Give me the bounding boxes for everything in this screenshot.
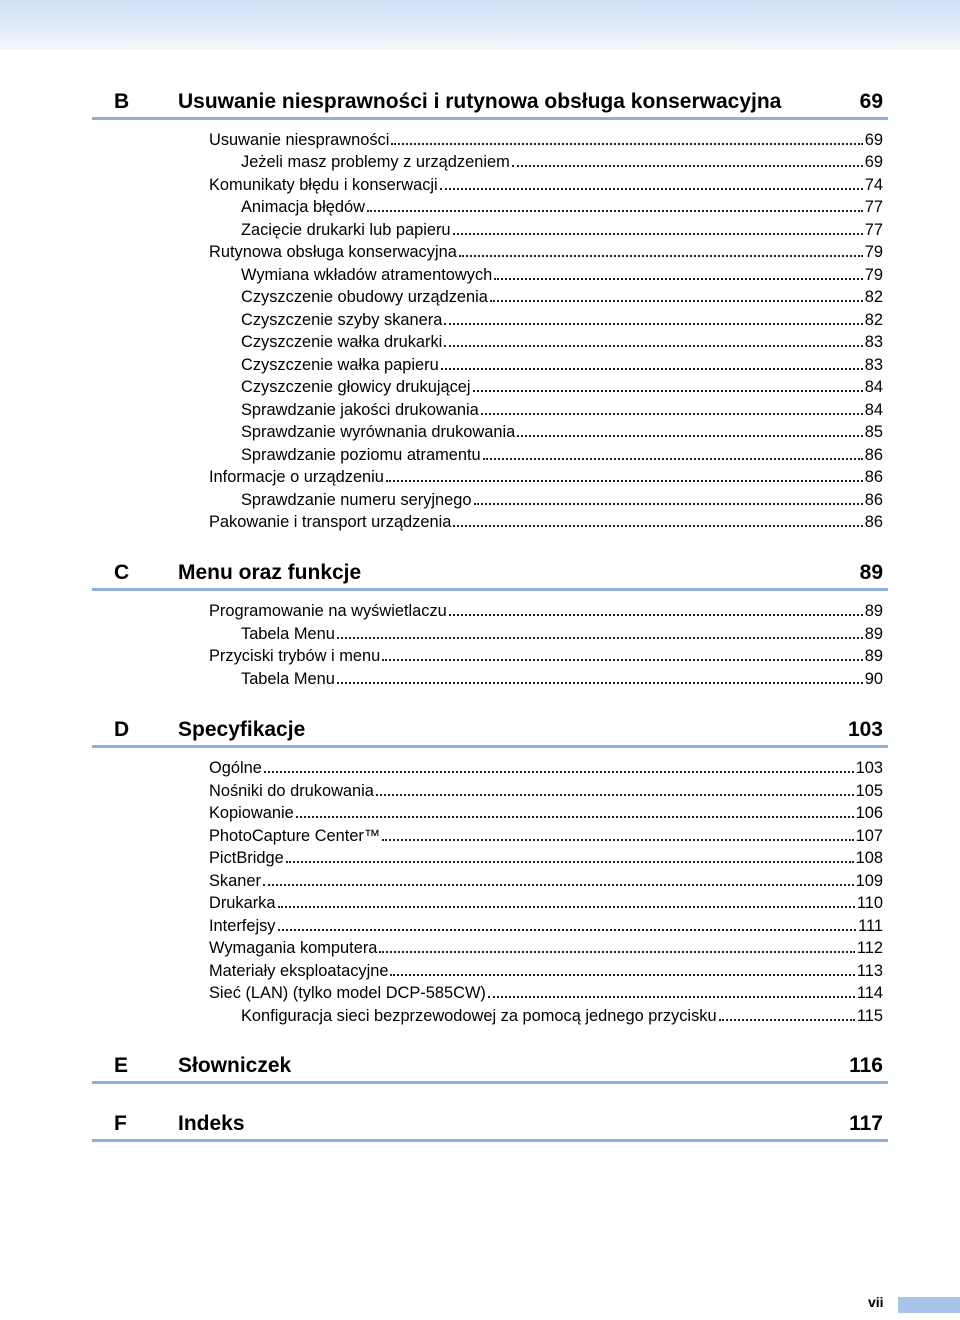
- toc-entry-title: Konfiguracja sieci bezprzewodowej za pomocą jednego przycisku: [241, 1007, 717, 1025]
- toc-entry-page: 86: [864, 513, 883, 531]
- toc-entry-page: 89: [864, 602, 883, 620]
- toc-entry-title: Wymagania komputera: [209, 939, 378, 957]
- toc-entry-title: Zacięcie drukarki lub papieru: [241, 221, 451, 239]
- dot-leader: [490, 300, 863, 302]
- dot-leader: [390, 974, 854, 976]
- section-header-d: [92, 715, 888, 748]
- toc-entry-title: Animacja błędów: [241, 198, 365, 216]
- toc-entry-page: 112: [856, 939, 883, 957]
- toc-entry[interactable]: [241, 263, 883, 285]
- toc-entry-page: 82: [864, 311, 883, 329]
- toc-entry-page: 113: [856, 962, 883, 980]
- toc-entry-title: Nośniki do drukowania: [209, 782, 374, 800]
- toc-entry-title: Sprawdzanie numeru seryjnego: [241, 491, 472, 509]
- toc-entry[interactable]: [209, 465, 883, 487]
- toc-entry-title: Pakowanie i transport urządzenia: [209, 513, 452, 531]
- toc-entry-page: 79: [864, 266, 883, 284]
- toc-entry-page: 86: [864, 468, 883, 486]
- section-title: Usuwanie niesprawności i rutynowa obsługa konserwacyjna: [178, 90, 782, 113]
- toc-entry-page: 115: [856, 1007, 883, 1025]
- dot-leader: [337, 682, 863, 684]
- toc-entry[interactable]: [241, 195, 883, 217]
- toc-entry[interactable]: [209, 173, 883, 195]
- toc-entry-page: 106: [855, 804, 883, 822]
- toc-entry[interactable]: [209, 846, 883, 868]
- toc-entry[interactable]: [209, 779, 883, 801]
- toc-entry-page: 89: [864, 647, 883, 665]
- footer-bar: [898, 1297, 960, 1313]
- toc-entry-page: 82: [864, 288, 883, 306]
- toc-entry-title: Usuwanie niesprawności: [209, 131, 390, 149]
- toc-entry-title: Czyszczenie wałka papieru: [241, 356, 439, 374]
- toc-entry[interactable]: [209, 869, 883, 891]
- toc-entry-title: Jeżeli masz problemy z urządzeniem: [241, 153, 510, 171]
- toc-entry-page: 79: [864, 243, 883, 261]
- toc-entry-title: Czyszczenie głowicy drukującej: [241, 378, 471, 396]
- dot-leader: [278, 906, 855, 908]
- toc-entry-title: Skaner: [209, 872, 261, 890]
- toc-entry-page: 108: [855, 849, 883, 867]
- dot-leader: [449, 614, 863, 616]
- dot-leader: [459, 255, 863, 257]
- toc-entry-title: Sprawdzanie poziomu atramentu: [241, 446, 481, 464]
- footer-page-number: vii: [868, 1294, 884, 1310]
- toc-entry[interactable]: [241, 488, 883, 510]
- dot-leader: [286, 861, 854, 863]
- toc-entry[interactable]: [241, 1004, 883, 1026]
- dot-leader: [382, 659, 863, 661]
- toc-entry[interactable]: [241, 218, 883, 240]
- toc-entry[interactable]: [241, 443, 883, 465]
- toc-entry-title: Czyszczenie wałka drukarki: [241, 333, 443, 351]
- toc-entry-page: 90: [864, 670, 883, 688]
- section-title: Słowniczek: [178, 1054, 292, 1077]
- toc-entry-title: PictBridge: [209, 849, 284, 867]
- toc-entry-title: Sprawdzanie jakości drukowania: [241, 401, 479, 419]
- toc-entry-page: 107: [855, 827, 883, 845]
- section-header-f: [92, 1109, 888, 1142]
- toc-entry-title: Rutynowa obsługa konserwacyjna: [209, 243, 457, 261]
- dot-leader: [483, 458, 863, 460]
- toc-entry-page: 69: [864, 131, 883, 149]
- toc-entry-page: 83: [864, 333, 883, 351]
- toc-entry-title: Ogólne: [209, 759, 262, 777]
- section-letter: D: [114, 718, 130, 741]
- section-page: 89: [859, 561, 883, 584]
- toc-entry-title: Programowanie na wyświetlaczu: [209, 602, 447, 620]
- section-title: Menu oraz funkcje: [178, 561, 362, 584]
- toc-entry-title: Tabela Menu: [241, 670, 335, 688]
- toc-entry-title: Sieć (LAN) (tylko model DCP-585CW): [209, 984, 486, 1002]
- dot-leader: [382, 839, 853, 841]
- dot-leader: [337, 637, 863, 639]
- toc-entry-title: Tabela Menu: [241, 625, 335, 643]
- dot-leader: [719, 1019, 855, 1021]
- dot-leader: [391, 143, 862, 145]
- toc-entry[interactable]: [241, 622, 883, 644]
- toc-entry-title: Informacje o urządzeniu: [209, 468, 384, 486]
- toc-entry-page: 77: [864, 198, 883, 216]
- toc-entry-page: 86: [864, 446, 883, 464]
- toc-entry-title: Kopiowanie: [209, 804, 294, 822]
- dot-leader: [473, 390, 863, 392]
- section-letter: E: [114, 1054, 129, 1077]
- toc-entry-page: 86: [864, 491, 883, 509]
- toc-entry-page: 83: [864, 356, 883, 374]
- toc-entry-page: 110: [856, 894, 883, 912]
- toc-entry[interactable]: [209, 240, 883, 262]
- dot-leader: [386, 480, 863, 482]
- dot-leader: [481, 413, 863, 415]
- toc-entry[interactable]: [209, 981, 883, 1003]
- dot-leader: [379, 951, 854, 953]
- toc-entry[interactable]: [209, 914, 883, 936]
- toc-entry-page: 105: [855, 782, 883, 800]
- dot-leader: [444, 323, 862, 325]
- toc-entry[interactable]: [241, 150, 883, 172]
- dot-leader: [376, 794, 854, 796]
- toc-entry-page: 69: [864, 153, 883, 171]
- dot-leader: [441, 368, 863, 370]
- toc-entry[interactable]: [209, 936, 883, 958]
- toc-entry[interactable]: [209, 644, 883, 666]
- toc-entry[interactable]: [241, 667, 883, 689]
- toc-entry-page: 77: [864, 221, 883, 239]
- section-letter: F: [114, 1112, 127, 1135]
- toc-entry-title: Sprawdzanie wyrównania drukowania: [241, 423, 516, 441]
- toc-entry[interactable]: [209, 801, 883, 823]
- toc-entry[interactable]: [241, 375, 883, 397]
- toc-entry[interactable]: [209, 891, 883, 913]
- toc-entry-page: 84: [864, 378, 883, 396]
- section-title: Indeks: [178, 1112, 245, 1135]
- toc-entry-page: 114: [856, 984, 883, 1002]
- toc-entry-title: PhotoCapture Center™: [209, 827, 381, 845]
- section-letter: C: [114, 561, 130, 584]
- toc-entry[interactable]: [241, 285, 883, 307]
- toc-entry-title: Przyciski trybów i menu: [209, 647, 381, 665]
- toc-entry-page: 103: [855, 759, 883, 777]
- section-page: 116: [849, 1054, 883, 1077]
- dot-leader: [512, 165, 863, 167]
- toc-entry[interactable]: [209, 959, 883, 981]
- section-page: 103: [847, 718, 883, 741]
- toc-entry-title: Komunikaty błędu i konserwacji: [209, 176, 438, 194]
- toc-entry[interactable]: [241, 420, 883, 442]
- toc-entry[interactable]: [209, 510, 883, 532]
- dot-leader: [263, 884, 854, 886]
- toc-entry-page: 84: [864, 401, 883, 419]
- toc-entry[interactable]: [241, 330, 883, 352]
- dot-leader: [474, 503, 863, 505]
- toc-entry[interactable]: [241, 353, 883, 375]
- dot-leader: [440, 188, 863, 190]
- toc-entry-title: Interfejsy: [209, 917, 276, 935]
- toc-entry-title: Wymiana wkładów atramentowych: [241, 266, 493, 284]
- dot-leader: [264, 771, 854, 773]
- header-band: [0, 0, 960, 50]
- toc-entry-title: Czyszczenie obudowy urządzenia: [241, 288, 488, 306]
- toc-entry[interactable]: [209, 824, 883, 846]
- dot-leader: [488, 996, 855, 998]
- toc-entry-page: 109: [855, 872, 883, 890]
- section-page: 117: [849, 1112, 883, 1135]
- toc-entry[interactable]: [209, 599, 883, 621]
- section-header-c: [92, 558, 888, 591]
- toc-entry[interactable]: [209, 128, 883, 150]
- toc-entry-title: Drukarka: [209, 894, 276, 912]
- section-header-e: [92, 1051, 888, 1084]
- section-title: Specyfikacje: [178, 718, 306, 741]
- toc-entry-page: 85: [864, 423, 883, 441]
- dot-leader: [444, 345, 862, 347]
- dot-leader: [296, 816, 854, 818]
- dot-leader: [494, 278, 862, 280]
- dot-leader: [453, 525, 862, 527]
- dot-leader: [517, 435, 863, 437]
- toc-entry-page: 111: [858, 917, 883, 935]
- toc-entry-page: 89: [864, 625, 883, 643]
- dot-leader: [367, 210, 863, 212]
- section-header-b: [92, 87, 888, 120]
- toc-entry-title: Czyszczenie szyby skanera: [241, 311, 443, 329]
- dot-leader: [453, 233, 863, 235]
- toc-entry[interactable]: [209, 756, 883, 778]
- dot-leader: [278, 929, 857, 931]
- toc-entry-title: Materiały eksploatacyjne: [209, 962, 389, 980]
- section-letter: B: [114, 90, 130, 113]
- toc-entry-page: 74: [864, 176, 883, 194]
- section-page: 69: [859, 90, 883, 113]
- toc-entry[interactable]: [241, 398, 883, 420]
- toc-entry[interactable]: [241, 308, 883, 330]
